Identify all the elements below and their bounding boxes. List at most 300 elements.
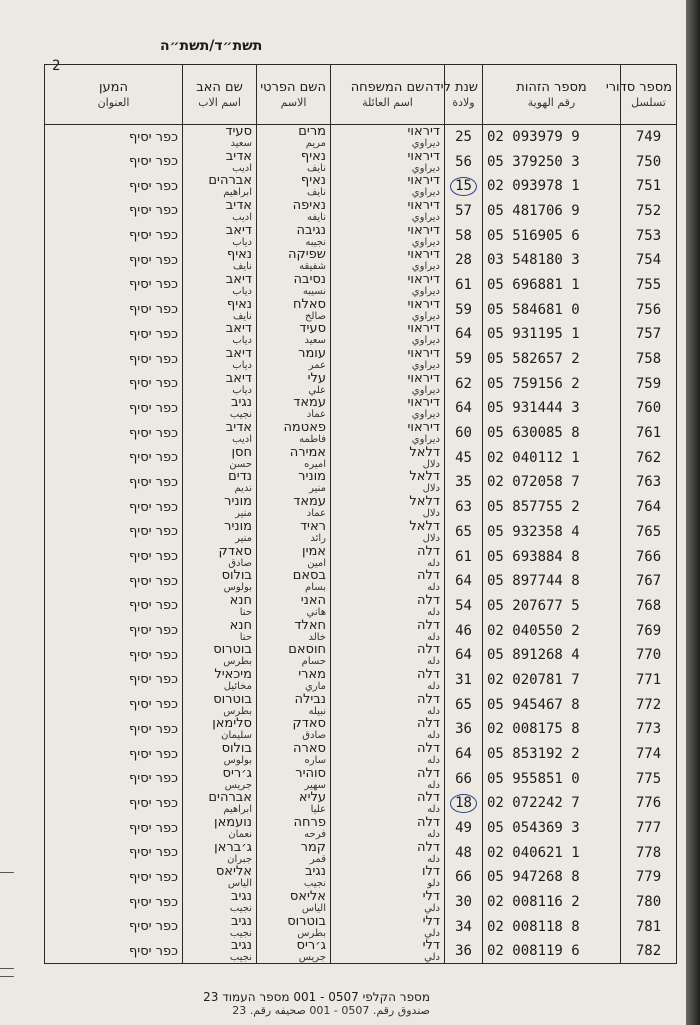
father-name-cell [183,890,257,915]
birth-year-cell [445,692,483,717]
family-name-cell [331,939,445,964]
first-name-hebrew: עמאד [293,494,326,510]
id-number-cell: 05 693884 8 [483,544,621,569]
birth-year-value: 59 [455,351,472,368]
father-name-cell [183,618,257,643]
father-name-hebrew: בוטרוס [213,642,252,658]
birth-year-value: 54 [455,597,472,614]
first-name-cell [257,890,331,915]
family-name-arabic: ديراوي [411,335,440,347]
family-name-arabic: دله [427,557,440,569]
birth-year-value: 62 [455,375,472,392]
address-cell: כפר יסיף [45,791,183,816]
table-row [45,668,677,693]
first-name-cell [257,791,331,816]
family-name-arabic: دله [427,730,440,742]
birth-year-cell [445,717,483,742]
first-name-cell [257,643,331,668]
family-name-hebrew: דלה [417,592,440,608]
table-row [45,520,677,545]
birth-year-cell [445,618,483,643]
family-name-cell [331,766,445,791]
address-cell: כפר יסיף [45,668,183,693]
id-number-cell: 05 584681 0 [483,297,621,322]
serial-cell: 764 [621,495,677,520]
family-name-hebrew: דלה [417,543,440,559]
first-name-arabic: نايف [307,162,326,174]
family-name-arabic: دله [427,755,440,767]
table-row [45,890,677,915]
father-name-arabic: بولوس [223,755,252,767]
birth-year-cell [445,742,483,767]
family-name-arabic: ديراوي [411,236,440,248]
margin-mark [0,872,14,873]
birth-year-cell [445,199,483,224]
first-name-arabic: هاني [306,606,326,618]
id-number-cell: 02 008119 6 [483,939,621,964]
first-name-arabic: جريس [298,952,326,964]
birth-year-value: 18 [450,794,477,813]
family-name-arabic: ديراوي [411,384,440,396]
father-name-cell [183,668,257,693]
table-row [45,421,677,446]
father-name-arabic: صادق [228,557,252,569]
serial-cell: 753 [621,223,677,248]
father-name-hebrew: דיאב [225,222,252,238]
father-name-cell [183,717,257,742]
father-name-arabic: نجيب [229,952,252,964]
col-first-header: השם הפרטי الاسم [257,65,331,125]
birth-year-cell [445,816,483,841]
address-cell: כפר יסיף [45,371,183,396]
first-name-cell [257,717,331,742]
family-name-hebrew: דלו [421,864,440,880]
birth-year-value: 63 [455,499,472,516]
family-name-cell [331,371,445,396]
first-name-arabic: نجيب [303,878,326,890]
birth-year-cell [445,322,483,347]
page-edge-shadow [686,0,700,1025]
family-name-cell [331,569,445,594]
family-name-arabic: دلال [422,532,440,544]
father-name-cell [183,569,257,594]
family-name-arabic: ديراوي [411,409,440,421]
id-number-cell: 05 582657 2 [483,347,621,372]
family-name-cell [331,791,445,816]
first-name-arabic: عليا [310,804,326,816]
serial-cell: 774 [621,742,677,767]
father-name-arabic: جبران [227,853,252,865]
family-name-hebrew: דלי [422,889,440,905]
birth-year-value: 64 [455,326,472,343]
first-name-hebrew: אליאס [289,889,326,905]
table-row [45,544,677,569]
birth-year-cell [445,421,483,446]
first-name-hebrew: נאיף [300,173,326,189]
father-name-cell [183,347,257,372]
first-name-hebrew: נסיבה [293,271,326,287]
id-number-cell: 03 548180 3 [483,248,621,273]
birth-year-value: 15 [450,177,477,196]
family-name-cell [331,816,445,841]
id-number-cell: 02 040112 1 [483,445,621,470]
table-row [45,445,677,470]
father-name-cell [183,273,257,298]
family-name-hebrew: דלי [422,938,440,954]
father-name-arabic: جريس [224,779,252,791]
birth-year-cell [445,939,483,964]
father-name-cell [183,692,257,717]
family-name-hebrew: דלאל [409,469,440,485]
first-name-arabic: صالح [304,310,326,322]
family-name-arabic: دله [427,829,440,841]
first-name-cell [257,445,331,470]
father-name-arabic: اديب [232,211,252,223]
birth-year-value: 28 [455,252,472,269]
father-name-hebrew: דיאב [225,321,252,337]
birth-year-value: 45 [455,449,472,466]
first-name-cell [257,495,331,520]
first-name-arabic: سهير [304,779,326,791]
father-name-cell [183,149,257,174]
address-cell: כפר יסיף [45,643,183,668]
first-name-arabic: منير [309,483,326,495]
table-row [45,223,677,248]
address-cell: כפר יסיף [45,544,183,569]
address-cell: כפר יסיף [45,816,183,841]
father-name-hebrew: נאיף [226,296,252,312]
id-number-cell: 05 955851 0 [483,766,621,791]
family-name-arabic: دلي [424,903,440,915]
first-name-hebrew: האני [300,592,326,608]
address-cell: כפר יסיף [45,322,183,347]
family-name-hebrew: דלה [417,568,440,584]
first-name-arabic: نبيله [308,705,326,717]
birth-year-value: 48 [455,844,472,861]
header-years: תשת״ד/תשת״ה [160,38,263,54]
address-cell: כפר יסיף [45,520,183,545]
first-name-hebrew: אמירה [289,444,326,460]
family-name-cell [331,865,445,890]
table-row [45,643,677,668]
birth-year-value: 56 [455,153,472,170]
birth-year-value: 64 [455,746,472,763]
father-name-hebrew: נגיב [231,938,252,954]
first-name-arabic: امين [307,557,326,569]
table-row [45,594,677,619]
birth-year-cell [445,347,483,372]
first-name-cell [257,668,331,693]
birth-year-cell [445,273,483,298]
serial-cell: 761 [621,421,677,446]
first-name-hebrew: חאלד [294,617,326,633]
family-name-cell [331,445,445,470]
first-name-arabic: قمر [309,853,326,865]
id-number-cell: 05 759156 2 [483,371,621,396]
serial-cell: 780 [621,890,677,915]
family-name-hebrew: דיראוי [407,321,440,337]
family-name-cell [331,520,445,545]
family-name-arabic: دله [427,779,440,791]
serial-cell: 770 [621,643,677,668]
first-name-cell [257,816,331,841]
father-name-arabic: حنا [239,606,252,618]
first-name-hebrew: מארי [298,666,326,682]
father-name-arabic: دياب [232,360,252,372]
birth-year-value: 30 [455,894,472,911]
birth-year-cell [445,174,483,199]
table-row [45,297,677,322]
serial-cell: 765 [621,520,677,545]
father-name-cell [183,470,257,495]
footer-arabic: صندوق رقم. 0507 - 001 صحيفه رقم. 23 [232,1004,430,1017]
family-name-hebrew: דיראוי [407,395,440,411]
col-family-header: שם המשפחה اسم العائلة [331,65,445,125]
father-name-cell [183,520,257,545]
id-number-cell: 02 093978 1 [483,174,621,199]
birth-year-cell [445,371,483,396]
first-name-hebrew: נבילה [294,691,326,707]
address-cell: כפר יסיף [45,149,183,174]
father-name-arabic: بطرس [223,705,252,717]
address-cell: כפר יסיף [45,297,183,322]
family-name-cell [331,223,445,248]
father-name-arabic: نايف [233,261,252,273]
first-name-cell [257,594,331,619]
family-name-hebrew: דיראוי [407,148,440,164]
serial-cell: 766 [621,544,677,569]
birth-year-cell [445,544,483,569]
first-name-hebrew: סאלח [292,296,326,312]
address-cell: כפר יסיף [45,939,183,964]
father-name-arabic: نجيب [229,927,252,939]
table-row [45,125,677,150]
father-name-hebrew: נאיף [226,247,252,263]
father-name-hebrew: אדיב [225,148,252,164]
first-name-hebrew: עלי [307,370,326,386]
table-row [45,149,677,174]
family-name-cell [331,643,445,668]
father-name-cell [183,766,257,791]
father-name-arabic: ابراهيم [223,804,252,816]
first-name-hebrew: ראיד [299,518,326,534]
birth-year-value: 61 [455,276,472,293]
birth-year-value: 49 [455,820,472,837]
family-name-arabic: ديراوي [411,211,440,223]
first-name-arabic: فاطمه [299,434,326,446]
table-row [45,248,677,273]
first-name-cell [257,174,331,199]
first-name-hebrew: נגיבה [296,222,326,238]
family-name-hebrew: דלה [417,691,440,707]
family-name-cell [331,149,445,174]
father-name-hebrew: ג׳בראן [214,839,252,855]
family-name-hebrew: דלה [417,666,440,682]
father-name-arabic: الياس [227,878,252,890]
birth-year-cell [445,445,483,470]
family-name-cell [331,717,445,742]
family-name-hebrew: דיראוי [407,346,440,362]
first-name-arabic: مريم [305,138,326,150]
birth-year-cell [445,766,483,791]
serial-cell: 781 [621,915,677,940]
id-number-cell: 05 630085 8 [483,421,621,446]
first-name-hebrew: נאיף [300,148,326,164]
birth-year-value: 46 [455,622,472,639]
id-number-cell: 02 020781 7 [483,668,621,693]
birth-year-cell [445,248,483,273]
family-name-hebrew: דלה [417,790,440,806]
father-name-hebrew: דיאב [225,346,252,362]
family-name-hebrew: דיראוי [407,247,440,263]
father-name-arabic: مخائيل [223,680,252,692]
family-name-hebrew: דיראוי [407,197,440,213]
father-name-arabic: اديب [232,434,252,446]
family-name-arabic: دلي [424,927,440,939]
footer-hebrew: מספר הקלפי 0507 - 001 מספר העמוד 23 [203,990,430,1004]
birth-year-cell [445,791,483,816]
first-name-arabic: خالد [308,631,326,643]
father-name-cell [183,174,257,199]
family-name-cell [331,594,445,619]
father-name-hebrew: בולוס [221,741,252,757]
first-name-cell [257,223,331,248]
birth-year-cell [445,223,483,248]
family-name-cell [331,125,445,150]
father-name-arabic: ابراهيم [223,187,252,199]
family-name-arabic: دله [427,606,440,618]
serial-cell: 749 [621,125,677,150]
first-name-arabic: صادق [302,730,326,742]
father-name-arabic: حنا [239,631,252,643]
father-name-hebrew: סעיד [225,124,252,140]
first-name-cell [257,396,331,421]
father-name-cell [183,939,257,964]
voter-register-table [44,64,677,964]
serial-cell: 779 [621,865,677,890]
family-name-cell [331,347,445,372]
serial-cell: 767 [621,569,677,594]
first-name-cell [257,470,331,495]
birth-year-cell [445,643,483,668]
birth-year-cell [445,520,483,545]
birth-year-cell [445,470,483,495]
id-number-cell: 05 931195 1 [483,322,621,347]
id-number-cell: 02 040550 2 [483,618,621,643]
father-name-hebrew: חסן [231,444,252,460]
birth-year-cell [445,495,483,520]
address-cell: כפר יסיף [45,223,183,248]
father-name-cell [183,544,257,569]
serial-cell: 755 [621,273,677,298]
first-name-arabic: عماد [306,409,326,421]
first-name-hebrew: מוניר [298,469,326,485]
address-cell: כפר יסיף [45,421,183,446]
table-row [45,470,677,495]
father-name-hebrew: ג׳ריס [222,765,252,781]
birth-year-value: 66 [455,770,472,787]
family-name-cell [331,421,445,446]
father-name-arabic: منير [235,532,252,544]
address-cell: כפר יסיף [45,347,183,372]
father-name-arabic: سليمان [221,730,252,742]
first-name-cell [257,569,331,594]
father-name-arabic: نجيب [229,409,252,421]
father-name-hebrew: סלימאן [212,716,252,732]
address-cell: כפר יסיף [45,840,183,865]
id-number-cell: 05 481706 9 [483,199,621,224]
first-name-hebrew: עליא [298,790,326,806]
address-cell: כפר יסיף [45,865,183,890]
father-name-arabic: بولوس [223,582,252,594]
birth-year-cell [445,569,483,594]
first-name-arabic: فرحه [304,829,326,841]
table-row [45,692,677,717]
birth-year-value: 25 [455,129,472,146]
id-number-cell: 02 008118 8 [483,915,621,940]
family-name-arabic: ديراوي [411,310,440,322]
address-cell: כפר יסיף [45,890,183,915]
first-name-hebrew: סאדק [292,716,326,732]
table-row [45,371,677,396]
father-name-hebrew: מיכאיל [214,666,252,682]
id-number-cell: 02 008116 2 [483,890,621,915]
table-row [45,199,677,224]
id-number-cell: 05 931444 3 [483,396,621,421]
id-number-cell: 05 947268 8 [483,865,621,890]
family-name-cell [331,742,445,767]
birth-year-value: 36 [455,721,472,738]
father-name-arabic: دياب [232,384,252,396]
table-row [45,396,677,421]
father-name-cell [183,421,257,446]
id-number-cell: 05 054369 3 [483,816,621,841]
father-name-hebrew: מוניר [224,494,252,510]
first-name-arabic: نايف [307,187,326,199]
family-name-arabic: دلي [424,952,440,964]
first-name-cell [257,544,331,569]
family-name-hebrew: דיראוי [407,271,440,287]
father-name-arabic: نايف [233,310,252,322]
father-name-arabic: سعيد [230,138,252,150]
family-name-cell [331,890,445,915]
first-name-hebrew: סעיד [299,321,326,337]
serial-cell: 775 [621,766,677,791]
father-name-hebrew: דיאב [225,271,252,287]
first-name-cell [257,297,331,322]
father-name-arabic: نجيب [229,903,252,915]
father-name-hebrew: דיאב [225,370,252,386]
serial-cell: 757 [621,322,677,347]
father-name-hebrew: אליאס [215,864,252,880]
first-name-hebrew: אמין [302,543,326,559]
father-name-hebrew: אדיב [225,197,252,213]
serial-cell: 751 [621,174,677,199]
birth-year-cell [445,915,483,940]
first-name-arabic: علي [308,384,326,396]
id-number-cell: 02 008175 8 [483,717,621,742]
birth-year-value: 58 [455,227,472,244]
first-name-arabic: اميره [304,458,326,470]
family-name-hebrew: דלה [417,716,440,732]
family-name-hebrew: דלה [417,839,440,855]
family-name-cell [331,544,445,569]
first-name-arabic: بسام [305,582,326,594]
first-name-arabic: نسيبه [302,285,326,297]
col-address-header: המען العنوان [45,65,183,125]
address-cell: כפר יסיף [45,569,183,594]
family-name-arabic: ديراوي [411,162,440,174]
